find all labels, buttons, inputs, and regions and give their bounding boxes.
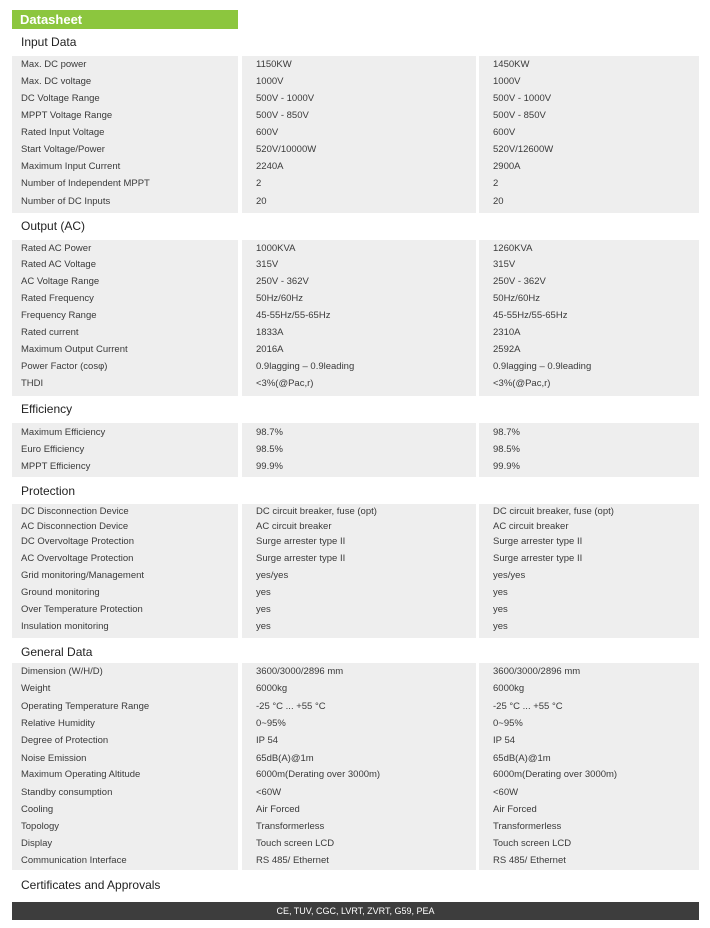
row-value: <3%(@Pac,r) (256, 378, 314, 389)
row-label: Number of DC Inputs (21, 196, 111, 207)
table-row (12, 584, 699, 601)
section-title: Protection (21, 484, 76, 498)
section-title-certificates: Certificates and Approvals (21, 878, 161, 892)
row-value: 2 (493, 178, 499, 189)
row-value: AC circuit breaker (493, 521, 569, 532)
row-label: THDI (21, 378, 44, 389)
row-label: Dimension (W/H/D) (21, 666, 103, 677)
table-row (12, 835, 699, 852)
row-value: 1450KW (493, 59, 530, 70)
row-value: 520V/12600W (493, 144, 554, 155)
table-row (12, 307, 699, 324)
row-value: <60W (256, 787, 282, 798)
row-value: 1150KW (256, 59, 292, 70)
table-row (12, 375, 699, 392)
row-value: yes (256, 621, 271, 632)
row-value: 1000V (256, 76, 284, 87)
row-label: Rated Input Voltage (21, 127, 105, 138)
row-value: -25 °C ... +55 °C (493, 701, 563, 712)
row-value: 2016A (256, 344, 284, 355)
row-value: yes (493, 604, 508, 615)
table-row (12, 240, 699, 257)
section-table (12, 56, 699, 213)
row-value: 500V - 850V (256, 110, 309, 121)
row-label: Operating Temperature Range (21, 701, 150, 712)
row-label: Rated current (21, 327, 79, 338)
table-row (12, 750, 699, 767)
row-label: AC Overvoltage Protection (21, 553, 134, 564)
row-value: 99.9% (493, 461, 520, 472)
row-value: 0.9lagging – 0.9leading (493, 361, 592, 372)
table-row (12, 458, 699, 475)
table-row (12, 141, 699, 158)
row-value: yes (256, 604, 271, 615)
row-value: Air Forced (493, 804, 537, 815)
row-value: RS 485/ Ethernet (493, 855, 566, 866)
row-label: MPPT Voltage Range (21, 110, 113, 121)
table-row (12, 766, 699, 783)
row-label: Rated AC Voltage (21, 259, 96, 270)
row-value: yes (493, 587, 508, 598)
table-row (12, 324, 699, 341)
row-value: Transformerless (493, 821, 562, 832)
row-value: 1000V (493, 76, 521, 87)
section-table (12, 423, 699, 477)
row-value: Touch screen LCD (256, 838, 335, 849)
row-value: 2592A (493, 344, 521, 355)
datasheet-header: Datasheet (12, 10, 238, 29)
section-table (12, 504, 699, 638)
row-label: DC Overvoltage Protection (21, 536, 134, 547)
row-value: yes (493, 621, 508, 632)
row-value: DC circuit breaker, fuse (opt) (256, 506, 377, 517)
table-row (12, 56, 699, 73)
row-label: DC Disconnection Device (21, 506, 129, 517)
row-label: Euro Efficiency (21, 444, 85, 455)
row-value: Surge arrester type II (493, 536, 583, 547)
row-value: Surge arrester type II (256, 536, 346, 547)
row-value: 600V (256, 127, 279, 138)
row-label: Maximum Operating Altitude (21, 769, 141, 780)
row-label: Topology (21, 821, 60, 832)
table-row (12, 567, 699, 584)
row-value: 2240A (256, 161, 284, 172)
table-row (12, 732, 699, 749)
row-value: 315V (493, 259, 516, 270)
row-value: RS 485/ Ethernet (256, 855, 329, 866)
row-value: 2 (256, 178, 262, 189)
row-value: Surge arrester type II (256, 553, 346, 564)
row-label: Maximum Efficiency (21, 427, 106, 438)
row-label: MPPT Efficiency (21, 461, 91, 472)
table-row (12, 533, 699, 550)
row-value: 6000m(Derating over 3000m) (256, 769, 381, 780)
row-value: 250V - 362V (493, 276, 546, 287)
row-label: AC Voltage Range (21, 276, 100, 287)
table-row (12, 663, 699, 680)
row-label: Noise Emission (21, 753, 87, 764)
row-value: 520V/10000W (256, 144, 317, 155)
row-value: 500V - 1000V (493, 93, 552, 104)
section-table (12, 240, 699, 396)
row-value: yes (256, 587, 271, 598)
row-label: Degree of Protection (21, 735, 109, 746)
row-value: 0~95% (493, 718, 523, 729)
row-value: yes/yes (256, 570, 289, 581)
row-value: 50Hz/60Hz (256, 293, 303, 304)
table-row (12, 273, 699, 290)
section-title: Efficiency (21, 402, 73, 416)
row-value: 500V - 1000V (256, 93, 315, 104)
table-row (12, 290, 699, 307)
row-value: <3%(@Pac,r) (493, 378, 551, 389)
table-row (12, 618, 699, 635)
row-value: yes/yes (493, 570, 526, 581)
row-label: Maximum Output Current (21, 344, 128, 355)
table-row (12, 175, 699, 192)
table-row (12, 680, 699, 697)
row-label: Ground monitoring (21, 587, 100, 598)
row-value: 45-55Hz/55-65Hz (493, 310, 568, 321)
row-label: Max. DC voltage (21, 76, 92, 87)
row-value: 98.7% (256, 427, 283, 438)
row-label: Display (21, 838, 53, 849)
row-value: 98.5% (256, 444, 283, 455)
row-label: Cooling (21, 804, 54, 815)
table-row (12, 441, 699, 458)
certificates-bar: CE, TUV, CGC, LVRT, ZVRT, G59, PEA (12, 902, 699, 920)
row-value: 600V (493, 127, 516, 138)
table-row (12, 193, 699, 210)
row-value: 315V (256, 259, 279, 270)
row-value: <60W (493, 787, 519, 798)
section-table (12, 663, 699, 870)
table-row (12, 550, 699, 567)
row-value: 1000KVA (256, 243, 296, 254)
row-value: 500V - 850V (493, 110, 546, 121)
row-value: 250V - 362V (256, 276, 309, 287)
row-value: 3600/3000/2896 mm (493, 666, 581, 677)
row-value: 65dB(A)@1m (493, 753, 551, 764)
row-label: Rated Frequency (21, 293, 94, 304)
row-value: 3600/3000/2896 mm (256, 666, 344, 677)
row-value: 0.9lagging – 0.9leading (256, 361, 355, 372)
row-label: Communication Interface (21, 855, 127, 866)
row-label: Start Voltage/Power (21, 144, 105, 155)
section-title: General Data (21, 645, 93, 659)
table-row (12, 784, 699, 801)
row-value: 98.5% (493, 444, 520, 455)
row-value: Transformerless (256, 821, 325, 832)
table-row (12, 73, 699, 90)
row-value: Surge arrester type II (493, 553, 583, 564)
row-value: 6000m(Derating over 3000m) (493, 769, 618, 780)
row-value: 6000kg (256, 683, 288, 694)
row-label: Number of Independent MPPT (21, 178, 150, 189)
row-label: Standby consumption (21, 787, 113, 798)
row-value: 0~95% (256, 718, 286, 729)
table-row (12, 107, 699, 124)
row-label: Max. DC power (21, 59, 87, 70)
table-row (12, 601, 699, 618)
row-value: 65dB(A)@1m (256, 753, 314, 764)
row-label: Relative Humidity (21, 718, 95, 729)
row-value: IP 54 (256, 735, 279, 746)
row-label: Insulation monitoring (21, 621, 109, 632)
table-row (12, 358, 699, 375)
row-label: Weight (21, 683, 51, 694)
table-row (12, 158, 699, 175)
row-label: Frequency Range (21, 310, 97, 321)
table-row (12, 256, 699, 273)
row-value: 45-55Hz/55-65Hz (256, 310, 331, 321)
row-value: 2310A (493, 327, 521, 338)
row-label: DC Voltage Range (21, 93, 100, 104)
row-value: Air Forced (256, 804, 300, 815)
table-row (12, 818, 699, 835)
row-label: Over Temperature Protection (21, 604, 143, 615)
row-value: 98.7% (493, 427, 520, 438)
row-value: AC circuit breaker (256, 521, 332, 532)
section-title: Input Data (21, 35, 77, 49)
row-label: AC Disconnection Device (21, 521, 129, 532)
row-label: Grid monitoring/Management (21, 570, 145, 581)
row-value: Touch screen LCD (493, 838, 572, 849)
row-value: DC circuit breaker, fuse (opt) (493, 506, 614, 517)
table-row (12, 852, 699, 869)
row-value: 20 (493, 196, 504, 207)
row-value: -25 °C ... +55 °C (256, 701, 326, 712)
section-title: Output (AC) (21, 219, 86, 233)
row-label: Rated AC Power (21, 243, 92, 254)
row-value: 2900A (493, 161, 521, 172)
table-row (12, 801, 699, 818)
row-value: 6000kg (493, 683, 525, 694)
row-value: 20 (256, 196, 267, 207)
row-value: 1260KVA (493, 243, 533, 254)
table-row (12, 698, 699, 715)
row-label: Power Factor (cosφ) (21, 361, 108, 372)
table-row (12, 341, 699, 358)
table-row (12, 424, 699, 441)
row-value: 50Hz/60Hz (493, 293, 540, 304)
table-row (12, 90, 699, 107)
row-label: Maximum Input Current (21, 161, 121, 172)
table-row (12, 124, 699, 141)
row-value: 1833A (256, 327, 284, 338)
table-row (12, 715, 699, 732)
row-value: 99.9% (256, 461, 283, 472)
row-value: IP 54 (493, 735, 516, 746)
